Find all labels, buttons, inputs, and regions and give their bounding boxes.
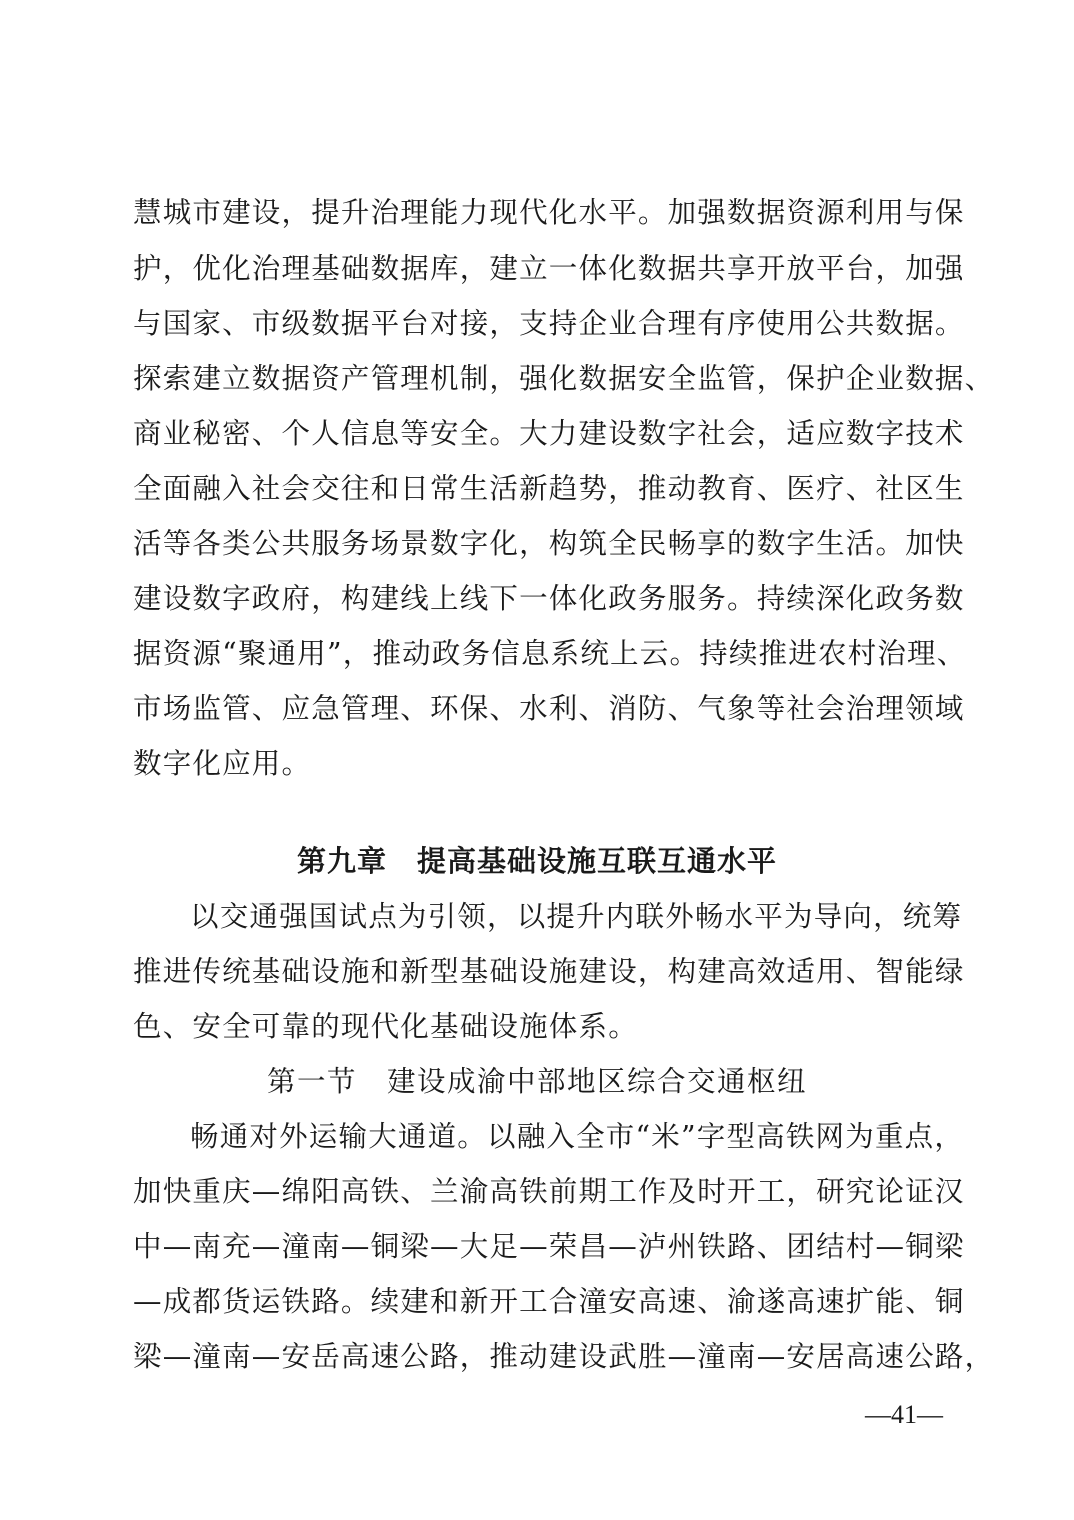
paragraph-line: 据资源“聚通用”，推动政务信息系统上云。持续推进农村治理、	[133, 637, 967, 670]
paragraph-line: 数字化应用。	[133, 747, 312, 780]
paragraph-line: 与国家、市级数据平台对接，支持企业合理有序使用公共数据。	[133, 307, 965, 340]
paragraph-line: 商业秘密、个人信息等安全。大力建设数字社会，适应数字技术	[133, 417, 965, 450]
paragraph-line: 活等各类公共服务场景数字化，构筑全民畅享的数字生活。加快	[133, 527, 965, 560]
paragraph-line: 畅通对外运输大通道。以融入全市“米”字型高铁网为重点，	[190, 1120, 965, 1153]
paragraph-line: 探索建立数据资产管理机制，强化数据安全监管，保护企业数据、	[133, 362, 995, 395]
paragraph-line: 建设数字政府，构建线上线下一体化政务服务。持续深化政务数	[133, 582, 965, 615]
paragraph-line: 护，优化治理基础数据库，建立一体化数据共享开放平台，加强	[133, 252, 965, 285]
chapter-title: 第九章 提高基础设施互联互通水平	[296, 844, 777, 878]
paragraph-line: 加快重庆—绵阳高铁、兰渝高铁前期工作及时开工，研究论证汉	[133, 1175, 965, 1208]
paragraph-line: —成都货运铁路。续建和新开工合潼安高速、渝遂高速扩能、铜	[133, 1285, 965, 1318]
paragraph-line: 中—南充—潼南—铜梁—大足—荣昌—泸州铁路、团结村—铜梁	[133, 1230, 965, 1263]
paragraph-line: 市场监管、应急管理、环保、水利、消防、气象等社会治理领域	[133, 692, 965, 725]
paragraph-line: 推进传统基础设施和新型基础设施建设，构建高效适用、智能绿	[133, 955, 965, 988]
section-title: 第一节 建设成渝中部地区综合交通枢纽	[266, 1065, 807, 1098]
paragraph-line: 色、安全可靠的现代化基础设施体系。	[133, 1010, 638, 1043]
paragraph-line: 以交通强国试点为引领，以提升内联外畅水平为导向，统筹	[190, 900, 963, 933]
paragraph-line: 梁—潼南—安岳高速公路，推动建设武胜—潼南—安居高速公路，	[133, 1340, 995, 1373]
page-number: —41—	[865, 1400, 943, 1429]
paragraph-line: 全面融入社会交往和日常生活新趋势，推动教育、医疗、社区生	[133, 472, 965, 505]
paragraph-line: 慧城市建设，提升治理能力现代化水平。加强数据资源利用与保	[133, 196, 965, 229]
